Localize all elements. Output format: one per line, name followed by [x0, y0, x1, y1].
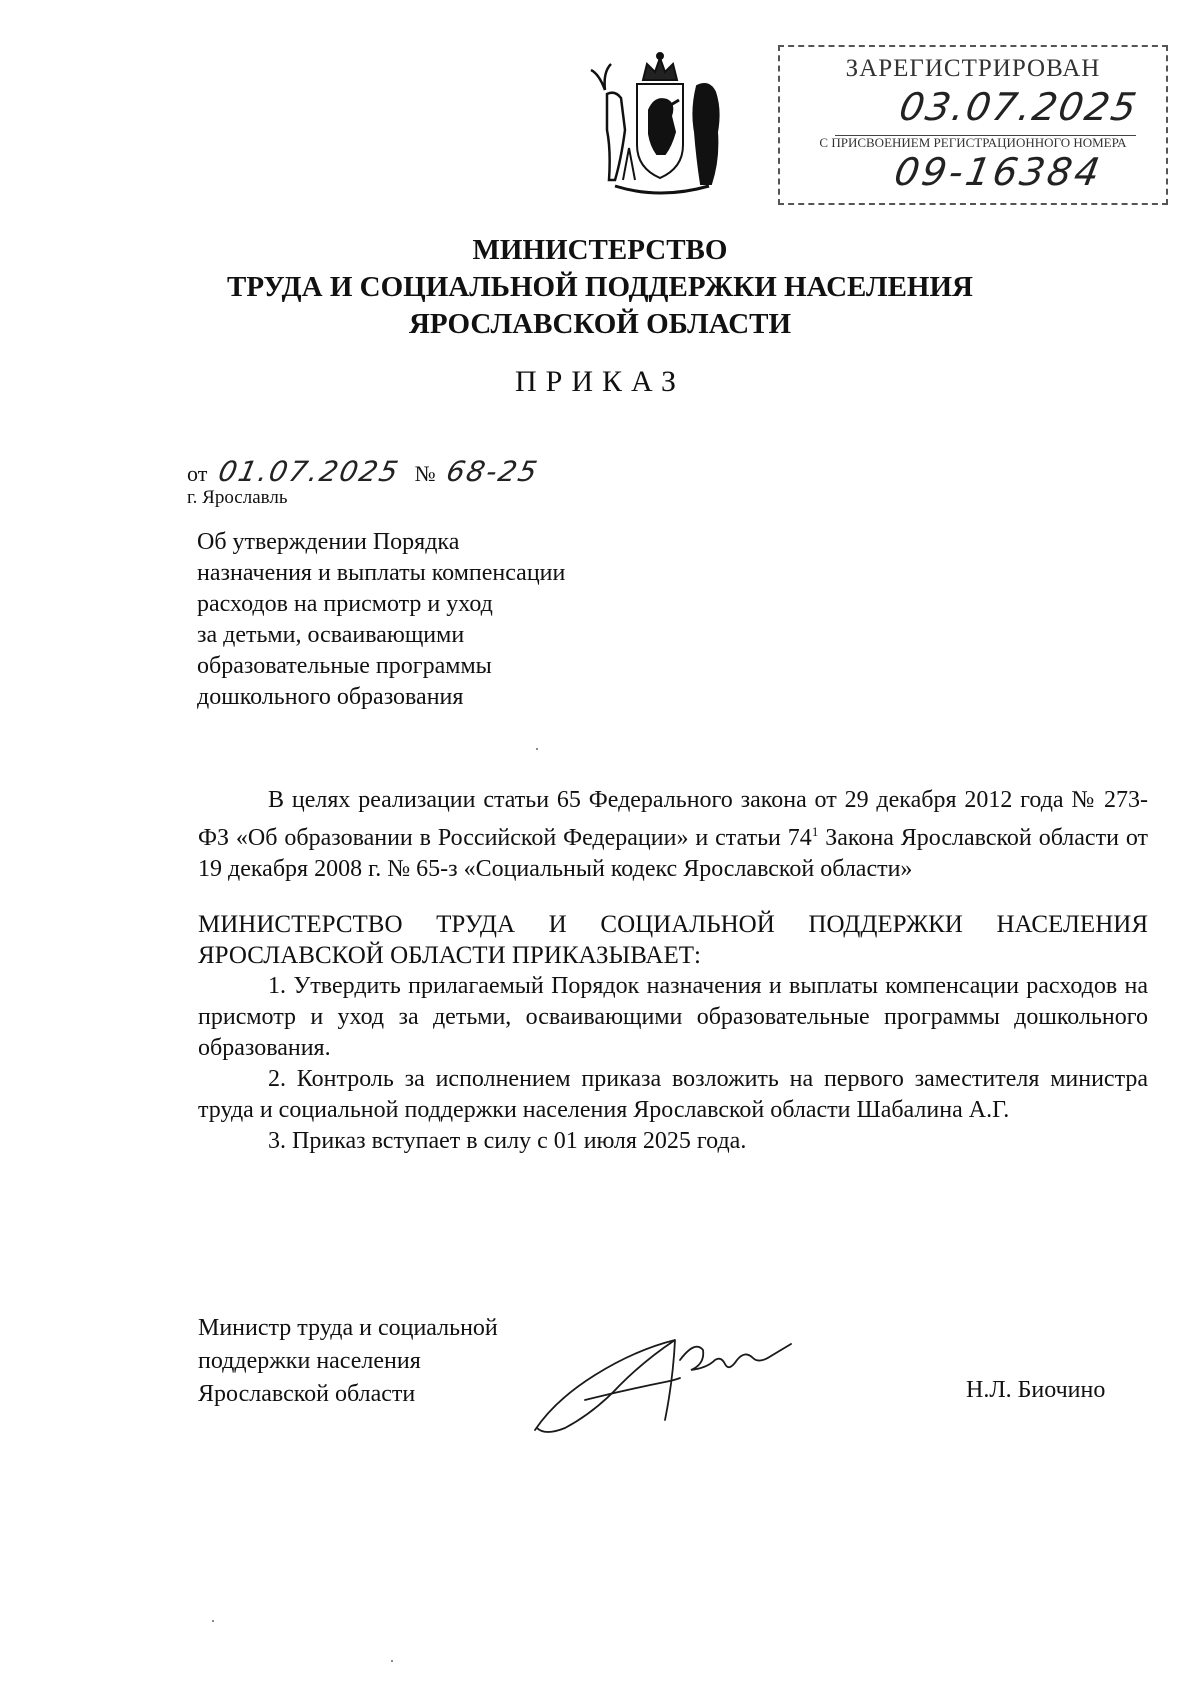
scan-speck: [536, 748, 538, 750]
subject-line: за детьми, осваивающими: [197, 622, 465, 648]
signatory-name: Н.Л. Биочино: [966, 1377, 1106, 1403]
order-city: г. Ярославль: [187, 487, 288, 508]
order-subject: [197, 527, 657, 713]
scan-speck: [391, 1660, 393, 1662]
preamble-text-1: В целях реализации статьи 65 Федерального закона от 29 декабря 2012 года № 273-ФЗ «Об образовании в Российской Федерации» и статьи 74: [198, 787, 1148, 851]
ministry-line-2: ТРУДА И СОЦИАЛЬНОЙ ПОДДЕРЖКИ НАСЕЛЕНИЯ: [227, 271, 973, 303]
order-date: 01.07.2025: [215, 455, 403, 488]
document-type: ПРИКАЗ: [515, 365, 685, 398]
signatory-title-line: Министр труда и социальной: [198, 1315, 498, 1341]
preamble-text-2: Закона Ярославской области от 19 декабря 2008 г. № 65-з «Социальный кодекс Ярославской области»: [198, 825, 1149, 882]
signature-icon: [525, 1320, 805, 1440]
order-items: [198, 971, 1148, 1157]
subject-line: дошкольного образования: [197, 684, 464, 710]
signatory-title-line: поддержки населения: [198, 1348, 421, 1374]
stamp-date: 03.07.2025: [896, 85, 1142, 129]
order-item-1: 1. Утвердить прилагаемый Порядок назначения и выплаты компенсации расходов на присмотр и уход за детьми, осваивающими образовательные программы дошкольного образования.: [198, 973, 1148, 1061]
signatory-title-line: Ярославской области: [198, 1381, 416, 1407]
order-number: 68-25: [443, 455, 543, 488]
order-date-line: [187, 455, 543, 488]
order-item-3: 3. Приказ вступает в силу с 01 июля 2025 года.: [268, 1128, 747, 1154]
order-item-2: 2. Контроль за исполнением приказа возложить на первого заместителя министра труда и социальной поддержки населения Ярославской области Шабалина А.Г.: [198, 1066, 1148, 1123]
subject-line: Об утверждении Порядка: [197, 529, 460, 555]
subject-line: расходов на присмотр и уход: [197, 591, 493, 617]
stamp-number: 09-16384: [891, 150, 1106, 194]
preamble: [198, 785, 1148, 885]
ministry-line-1: МИНИСТЕРСТВО: [472, 234, 728, 266]
scan-speck: [212, 1620, 214, 1622]
from-prefix: от: [187, 461, 208, 486]
stamp-title: ЗАРЕГИСТРИРОВАН: [845, 55, 1101, 82]
ministry-line-3: ЯРОСЛАВСКОЙ ОБЛАСТИ: [408, 308, 792, 340]
number-sign: №: [414, 461, 436, 486]
preamble-superscript: 1: [811, 824, 819, 839]
coat-of-arms-icon: [585, 50, 735, 200]
subject-line: образовательные программы: [197, 653, 492, 679]
enacting-clause: МИНИСТЕРСТВО ТРУДА И СОЦИАЛЬНОЙ ПОДДЕРЖКИ НАСЕЛЕНИЯ ЯРОСЛАВСКОЙ ОБЛАСТИ ПРИКАЗЫВАЕТ:: [198, 911, 1148, 969]
signatory-title: [198, 1312, 498, 1411]
stamp-subtitle: С ПРИСВОЕНИЕМ РЕГИСТРАЦИОННОГО НОМЕРА: [819, 135, 1127, 150]
subject-line: назначения и выплаты компенсации: [197, 560, 566, 586]
